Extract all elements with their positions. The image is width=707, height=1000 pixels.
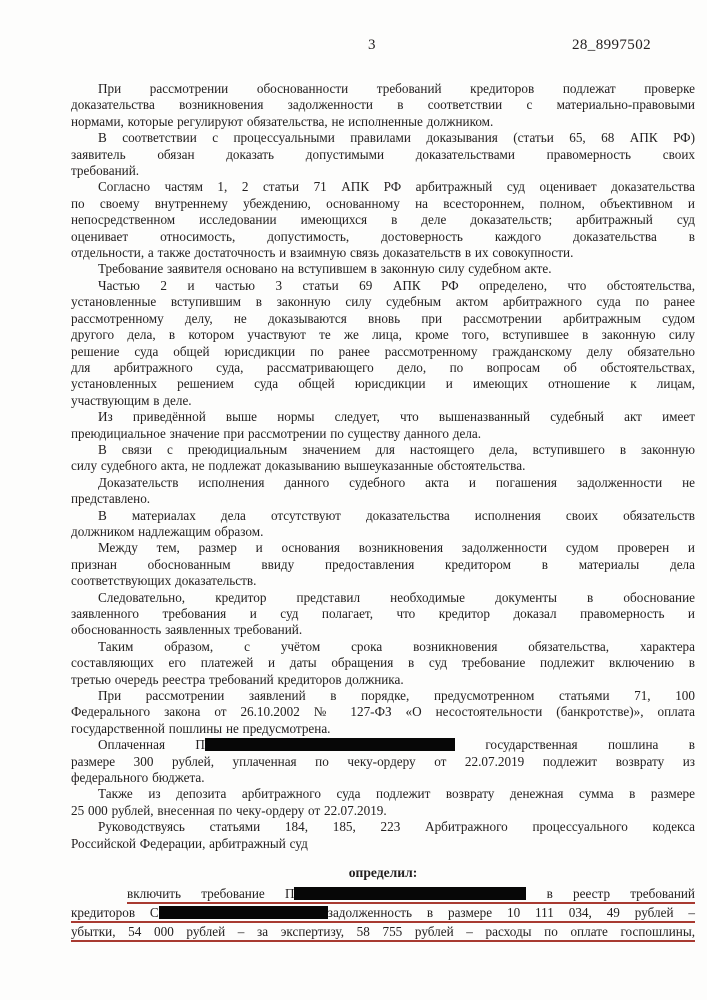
text-line: доказательства возникновения задолженности в соответствии с материально-правовыми <box>71 97 695 113</box>
text-line: силу судебного акта, не подлежат доказыванию вышеуказанные обстоятельства. <box>71 458 526 474</box>
text-line: нормами, которые регулируют обязательства, не исполненные должником. <box>71 113 494 129</box>
document-code: 28_8997502 <box>572 37 651 53</box>
paragraph-1 <box>71 81 695 130</box>
paragraph-8 <box>71 475 695 508</box>
paragraph-10 <box>71 540 695 589</box>
text-line: Частью 2 и частью 3 статьи 69 АПК РФ определено, что обстоятельства, <box>98 277 695 293</box>
paragraph-7 <box>71 442 695 475</box>
text-line: представлено. <box>71 491 151 507</box>
text-line: другого дела, в котором участвуют те же лица, кроме того, вступившее в законную силу <box>71 327 695 343</box>
text-line: составляющих его платежей и даты обращения в суд требование подлежит включению в <box>71 655 695 671</box>
ruling-heading-text: определил: <box>348 865 418 881</box>
text-line: убытки, 54 000 рублей – за экспертизу, 58 755 рублей – расходы по оплате госпошлины, <box>71 923 695 942</box>
paragraph-4 <box>71 261 695 277</box>
text-segment: задолженность в размере 10 111 034, 49 рублей – <box>327 904 695 920</box>
text-line: Требование заявителя основано на вступившем в законную силу судебном акте. <box>98 261 552 277</box>
paragraph-11 <box>71 590 695 639</box>
ruling-paragraph <box>71 885 695 943</box>
text-line: для арбитражного суда, рассматривающего дело, по вопросам об обстоятельствах, <box>71 359 695 375</box>
text-line: требований. <box>71 163 140 179</box>
text-segment: включить требование П <box>127 885 295 901</box>
paragraph-16 <box>71 819 695 852</box>
text-line: должником надлежащим образом. <box>71 523 264 539</box>
text-segment: Оплаченная П <box>98 737 205 753</box>
text-line: 25 000 рублей, внесенная по чеку-ордеру от 22.07.2019. <box>71 802 387 818</box>
text-line: заявитель обязан доказать допустимыми доказательствами правомерность своих <box>71 146 695 162</box>
text-line: Доказательств исполнения данного судебного акта и погашения задолженности не <box>98 474 695 490</box>
redaction-bar <box>159 906 328 919</box>
text-line: по своему внутреннему убеждению, основанному на всестороннем, полном, объективном и <box>71 195 695 211</box>
redaction-bar <box>294 887 526 900</box>
text-line: решение суда общей юрисдикции по ранее рассмотренному гражданскому делу обязательно <box>71 343 695 359</box>
text-line: Из приведённой выше нормы следует, что вышеназванный судебный акт имеет <box>98 409 695 425</box>
text-line: Таким образом, с учётом срока возникновения обязательства, характера <box>98 638 695 654</box>
text-line <box>71 904 695 923</box>
text-line: Согласно частям 1, 2 статьи 71 АПК РФ арбитражный суд оценивает доказательства <box>98 179 695 195</box>
text-line: оценивает относимость, допустимость, достоверность каждого доказательства в <box>71 228 695 244</box>
text-segment: кредиторов С <box>71 904 159 920</box>
document-body <box>71 81 695 942</box>
text-line: государственной пошлины не предусмотрена. <box>71 720 331 736</box>
text-line: В соответствии с процессуальными правилами доказывания (статьи 65, 68 АПК РФ) <box>98 130 695 146</box>
paragraph-13 <box>71 688 695 737</box>
text-line: Между тем, размер и основания возникновения задолженности судом проверен и <box>98 540 695 556</box>
text-line: установленных решением суда общей юрисдикции и имеющих отношение к лицам, <box>71 376 695 392</box>
text-line: Федерального закона от 26.10.2002 № 127-ФЗ «О несостоятельности (банкротстве)», оплата <box>71 704 695 720</box>
paragraph-5 <box>71 278 695 409</box>
text-line: При рассмотрении обоснованности требований кредиторов подлежат проверке <box>98 81 695 96</box>
text-line: размере 300 рублей, уплаченная по чеку-ордеру от 22.07.2019 подлежит возврату из <box>71 753 695 769</box>
text-line: установленные вступившим в законную силу судебным актом арбитражного суда по ранее <box>71 294 695 310</box>
text-line: В материалах дела отсутствуют доказательства исполнения своих обязательств <box>98 507 695 523</box>
text-line <box>127 885 695 904</box>
paragraph-2 <box>71 130 695 179</box>
text-segment: в реестр требований <box>526 885 695 901</box>
paragraph-15 <box>71 786 695 819</box>
text-line: непосредственном исследовании имеющихся в деле доказательств; арбитражный суд <box>71 212 695 228</box>
text-line: соответствующих доказательств. <box>71 573 257 589</box>
ruling-heading <box>71 865 695 881</box>
text-line: Руководствуясь статьями 184, 185, 223 Арбитражного процессуального кодекса <box>98 819 695 835</box>
text-line: рассмотренному делу, не доказываются вновь при рассмотрении арбитражным судом <box>71 310 695 326</box>
text-line: признан обоснованным ввиду предоставления кредитором в материалы дела <box>71 556 695 572</box>
text-line: Следовательно, кредитор представил необходимые документы в обоснование <box>98 589 695 605</box>
paragraph-6 <box>71 409 695 442</box>
paragraph-12 <box>71 639 695 688</box>
text-line: третью очередь реестра требований кредиторов должника. <box>71 671 404 687</box>
redaction-bar <box>205 738 455 751</box>
text-line: федерального бюджета. <box>71 770 205 786</box>
page-number: 3 <box>368 37 376 53</box>
text-segment: государственная пошлина в <box>454 737 695 753</box>
text-line: В связи с преюдициальным значением для настоящего дела, вступившего в законную <box>98 441 695 457</box>
paragraph-3 <box>71 179 695 261</box>
text-line: участвующим в деле. <box>71 392 192 408</box>
text-line <box>71 737 695 753</box>
paragraph-14 <box>71 737 695 786</box>
text-line: обоснованность заявленных требований. <box>71 622 303 638</box>
text-line: Российской Федерации, арбитражный суд <box>71 835 308 851</box>
text-line: заявленного требования и суд полагает, что кредитор доказал правомерность и <box>71 606 695 621</box>
text-line: Также из депозита арбитражного суда подлежит возврату денежная сумма в размере <box>98 786 695 802</box>
text-line: При рассмотрении заявлений в порядке, предусмотренном статьями 71, 100 <box>98 688 695 704</box>
text-line: преюдициальное значение при рассмотрении по существу данного дела. <box>71 425 482 441</box>
paragraph-9 <box>71 508 695 541</box>
text-line: отдельности, а также достаточность и взаимную связь доказательств в их совокупности. <box>71 245 574 261</box>
